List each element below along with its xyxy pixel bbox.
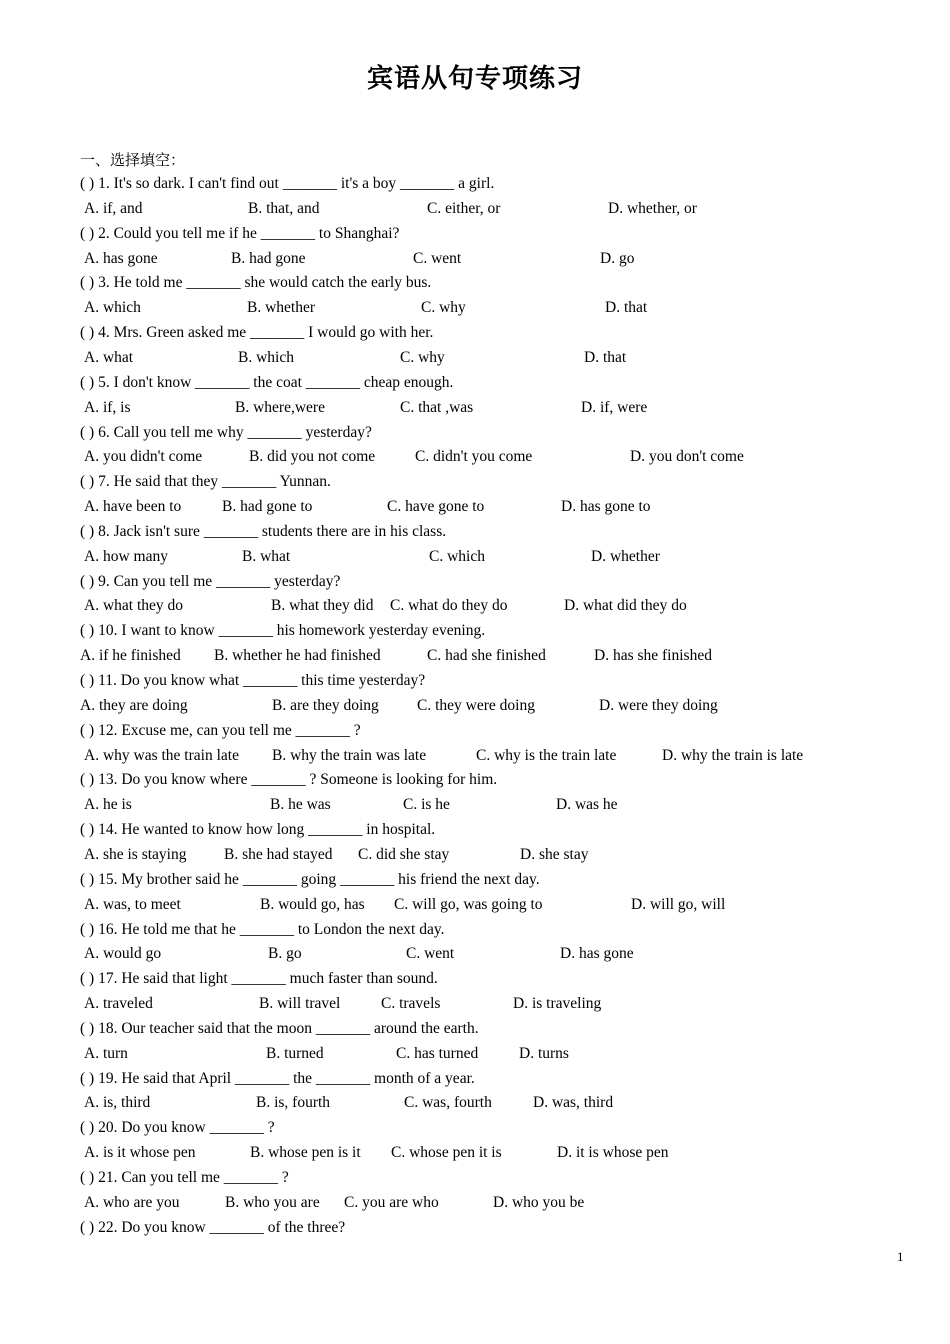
option-4-b: B. which <box>238 348 294 366</box>
options-row-8 <box>0 547 950 567</box>
option-18-c: C. has turned <box>396 1044 479 1062</box>
options-row-2 <box>0 249 950 269</box>
option-13-d: D. was he <box>556 796 618 814</box>
options-row-13 <box>0 795 950 815</box>
option-21-b: B. who you are <box>225 1193 320 1211</box>
option-13-a: A. he is <box>84 796 132 814</box>
option-10-c: C. had she finished <box>427 647 546 665</box>
options-row-18 <box>0 1044 950 1064</box>
option-16-c: C. went <box>406 945 455 963</box>
question-18: ( ) 18. Our teacher said that the moon _______ around the earth. <box>80 1019 479 1037</box>
option-9-c: C. what do they do <box>390 597 508 615</box>
option-11-b: B. are they doing <box>272 696 379 714</box>
question-5: ( ) 5. I don't know _______ the coat _______ cheap enough. <box>80 373 454 391</box>
option-8-a: A. how many <box>84 547 168 565</box>
option-15-d: D. will go, will <box>631 895 726 913</box>
option-2-a: A. has gone <box>84 249 158 267</box>
question-8: ( ) 8. Jack isn't sure _______ students there are in his class. <box>80 522 447 540</box>
option-21-c: C. you are who <box>344 1193 439 1211</box>
option-9-d: D. what did they do <box>564 597 687 615</box>
option-8-d: D. whether <box>591 547 660 565</box>
question-10: ( ) 10. I want to know _______ his homework yesterday evening. <box>80 622 486 640</box>
option-17-c: C. travels <box>381 995 441 1012</box>
option-10-b: B. whether he had finished <box>214 647 381 665</box>
question-21: ( ) 21. Can you tell me _______ ? <box>80 1169 289 1186</box>
option-9-a: A. what they do <box>84 597 184 615</box>
options-row-7 <box>0 497 950 517</box>
option-5-c: C. that ,was <box>400 398 474 416</box>
option-19-d: D. was, third <box>533 1094 614 1112</box>
option-1-a: A. if, and <box>84 199 143 217</box>
option-14-d: D. she stay <box>520 845 589 863</box>
option-18-d: D. turns <box>519 1044 569 1062</box>
question-12: ( ) 12. Excuse me, can you tell me _______ ? <box>80 721 361 739</box>
option-13-c: C. is he <box>403 796 450 814</box>
option-3-c: C. why <box>421 299 466 317</box>
option-17-a: A. traveled <box>84 995 153 1012</box>
option-1-c: C. either, or <box>427 199 501 217</box>
options-row-9 <box>0 596 950 616</box>
option-20-d: D. it is whose pen <box>557 1144 669 1162</box>
options-row-11 <box>0 696 950 716</box>
option-20-c: C. whose pen it is <box>391 1144 502 1162</box>
question-13: ( ) 13. Do you know where _______ ? Someone is looking for him. <box>80 771 498 789</box>
options-row-4 <box>0 348 950 368</box>
option-19-b: B. is, fourth <box>256 1094 331 1112</box>
option-5-a: A. if, is <box>84 398 131 416</box>
question-2: ( ) 2. Could you tell me if he _______ to Shanghai? <box>80 224 400 242</box>
options-row-14 <box>0 845 950 865</box>
option-10-a: A. if he finished <box>80 647 181 665</box>
option-7-b: B. had gone to <box>222 498 313 515</box>
options-row-1 <box>0 199 950 219</box>
question-11: ( ) 11. Do you know what _______ this time yesterday? <box>80 672 426 689</box>
question-15: ( ) 15. My brother said he _______ going _______ his friend the next day. <box>80 870 540 888</box>
option-14-b: B. she had stayed <box>224 845 333 863</box>
question-20: ( ) 20. Do you know _______ ? <box>80 1119 275 1137</box>
options-row-16 <box>0 944 950 964</box>
options-row-5 <box>0 398 950 418</box>
options-row-12 <box>0 746 950 766</box>
option-17-b: B. will travel <box>259 995 341 1012</box>
question-22: ( ) 22. Do you know _______ of the three? <box>80 1218 346 1236</box>
page-number: 1 <box>897 1249 904 1264</box>
option-8-c: C. which <box>429 547 485 565</box>
option-4-d: D. that <box>584 348 627 366</box>
question-4: ( ) 4. Mrs. Green asked me _______ I would go with her. <box>80 324 434 342</box>
option-14-a: A. she is staying <box>84 845 187 863</box>
option-12-b: B. why the train was late <box>272 746 427 764</box>
option-11-d: D. were they doing <box>599 696 718 714</box>
option-2-b: B. had gone <box>231 249 306 267</box>
question-17: ( ) 17. He said that light _______ much faster than sound. <box>80 970 438 988</box>
question-7: ( ) 7. He said that they _______ Yunnan. <box>80 473 331 491</box>
option-7-c: C. have gone to <box>387 498 485 515</box>
question-3: ( ) 3. He told me _______ she would catch the early bus. <box>80 274 432 292</box>
option-8-b: B. what <box>242 547 291 565</box>
options-row-20 <box>0 1143 950 1163</box>
option-4-c: C. why <box>400 348 445 366</box>
option-7-a: A. have been to <box>84 498 182 515</box>
question-16: ( ) 16. He told me that he _______ to London the next day. <box>80 920 445 938</box>
option-1-d: D. whether, or <box>608 199 697 217</box>
option-15-c: C. will go, was going to <box>394 895 543 913</box>
option-4-a: A. what <box>84 348 134 366</box>
option-16-d: D. has gone <box>560 945 634 963</box>
question-1: ( ) 1. It's so dark. I can't find out _______ it's a boy _______ a girl. <box>80 175 495 192</box>
option-14-c: C. did she stay <box>358 845 450 863</box>
option-18-a: A. turn <box>84 1044 128 1062</box>
options-row-6 <box>0 447 950 467</box>
option-11-c: C. they were doing <box>417 696 535 714</box>
option-10-d: D. has she finished <box>594 647 712 665</box>
options-row-21 <box>0 1193 950 1213</box>
question-9: ( ) 9. Can you tell me _______ yesterday? <box>80 572 341 590</box>
option-1-b: B. that, and <box>248 199 320 217</box>
option-5-b: B. where,were <box>235 398 325 416</box>
question-14: ( ) 14. He wanted to know how long _______ in hospital. <box>80 821 436 839</box>
option-6-c: C. didn't you come <box>415 448 533 466</box>
question-19: ( ) 19. He said that April _______ the _______ month of a year. <box>80 1069 475 1087</box>
options-row-3 <box>0 298 950 318</box>
option-19-a: A. is, third <box>84 1094 151 1112</box>
option-20-a: A. is it whose pen <box>84 1144 196 1162</box>
option-20-b: B. whose pen is it <box>250 1144 361 1162</box>
options-row-10 <box>0 646 950 666</box>
option-3-d: D. that <box>605 299 648 317</box>
option-16-b: B. go <box>268 945 302 963</box>
option-16-a: A. would go <box>84 945 162 963</box>
option-17-d: D. is traveling <box>513 995 602 1012</box>
option-5-d: D. if, were <box>581 398 648 416</box>
question-6: ( ) 6. Call you tell me why _______ yesterday? <box>80 423 372 441</box>
option-3-a: A. which <box>84 299 141 317</box>
option-6-b: B. did you not come <box>249 448 376 466</box>
option-12-c: C. why is the train late <box>476 746 617 764</box>
options-row-15 <box>0 895 950 915</box>
option-7-d: D. has gone to <box>561 498 651 515</box>
option-9-b: B. what they did <box>271 597 374 615</box>
option-6-d: D. you don't come <box>630 448 744 466</box>
options-row-17 <box>0 994 950 1014</box>
option-19-c: C. was, fourth <box>404 1094 492 1112</box>
option-21-d: D. who you be <box>493 1193 585 1211</box>
option-2-c: C. went <box>413 249 462 267</box>
option-3-b: B. whether <box>247 299 316 317</box>
option-12-a: A. why was the train late <box>84 746 239 764</box>
page-title: 宾语从句专项练习 <box>366 64 583 94</box>
option-13-b: B. he was <box>270 796 331 814</box>
option-18-b: B. turned <box>266 1044 324 1062</box>
option-2-d: D. go <box>600 249 635 267</box>
options-row-19 <box>0 1093 950 1113</box>
option-21-a: A. who are you <box>84 1193 180 1211</box>
option-15-a: A. was, to meet <box>84 895 181 913</box>
option-11-a: A. they are doing <box>80 696 188 714</box>
option-12-d: D. why the train is late <box>662 746 804 764</box>
section-heading: 一、选择填空： <box>80 151 186 169</box>
option-15-b: B. would go, has <box>260 895 365 913</box>
option-6-a: A. you didn't come <box>84 448 203 466</box>
